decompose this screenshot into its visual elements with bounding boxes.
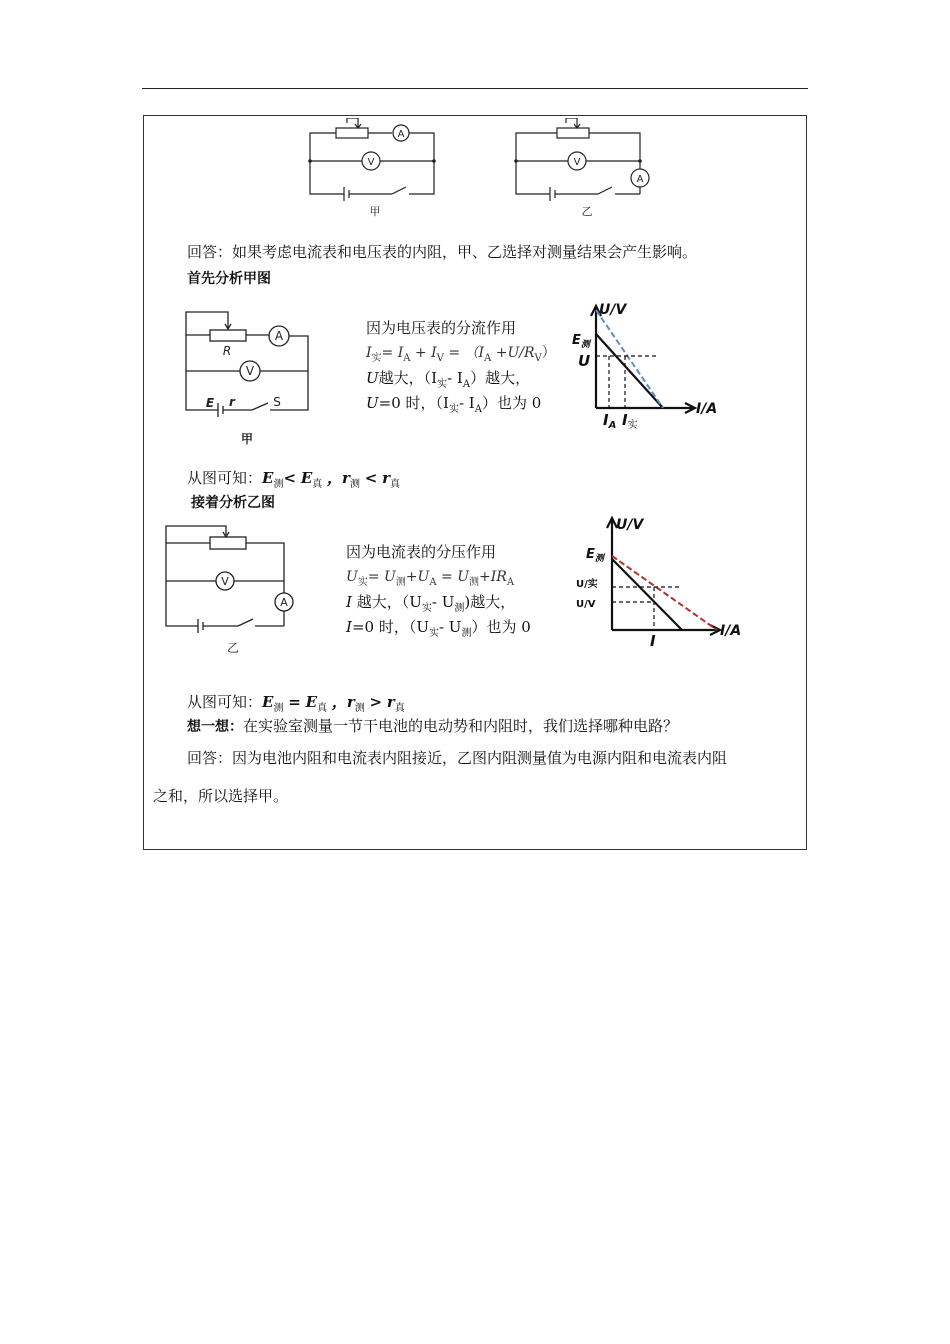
analysis-yi-line4: I=0 时，（$U_实-$ $U_测$）也为 0 [346, 618, 531, 639]
answer-2-line1: 回答：因为电池内阻和电流表内阻接近，乙图内阻测量值为电源内阻和电流表内阻 [187, 749, 728, 767]
graph-jia-ylabel: U/V [599, 302, 627, 318]
circuit-yi-small [515, 118, 649, 201]
top-yi-caption: 乙 [581, 205, 593, 218]
graph-jia-e-label: $E_测$ [572, 333, 590, 350]
graph-jia-ia-label: $I_A$ [603, 411, 617, 431]
circuit-jia-A-label: A [274, 329, 284, 343]
header-rule [142, 88, 808, 89]
analysis-yi-line1: 因为电流表的分压作用 [346, 543, 497, 561]
top-jia-ammeter-label: A [397, 129, 405, 140]
circuit-jia-caption: 甲 [240, 432, 254, 446]
circuit-yi-V-label: V [221, 575, 229, 588]
circuit-yi-figure [160, 522, 300, 657]
graph-yi-measured-line [612, 559, 682, 630]
circuit-yi-A-label: A [280, 596, 288, 609]
graph-jia-true-line [596, 310, 663, 408]
graph-jia [565, 298, 725, 438]
circuit-jia-r-label: r [229, 395, 235, 409]
graph-jia-xlabel: I/A [696, 401, 718, 417]
analysis-jia-line4: U=0 时，（$I_实-$ $I_A$）也为 0 [366, 394, 542, 415]
top-circuits-figure [300, 118, 660, 223]
circuit-jia-R-label: R [222, 344, 232, 358]
top-jia-caption: 甲 [369, 205, 381, 218]
graph-jia-ishi-label: $I_实$ [622, 411, 638, 431]
analysis-yi-line2: $U_实= U_测+U_A = U_测+IR_A$ [346, 569, 515, 588]
circuit-jia-S-label: S [273, 395, 281, 409]
analysis-yi-line3: I 越大，（$U_实-$ $U_测$)越大， [346, 593, 516, 614]
graph-yi-u-label: U/V [576, 599, 596, 610]
circuit-yi-caption: 乙 [226, 641, 240, 655]
graph-jia-u-label: U [578, 352, 591, 370]
graph-yi-ushi-label: U/实 [576, 579, 598, 590]
graph-yi-ylabel: U/V [616, 517, 644, 533]
graph-yi-true-line [612, 556, 717, 630]
answer-1: 回答：如果考虑电流表和电压表的内阻，甲、乙选择对测量结果会产生影响。 [187, 243, 698, 261]
graph-yi-e-label: $E_测$ [586, 547, 604, 564]
graph-yi-i-label: I [650, 632, 656, 650]
graph-jia-measured-line [596, 334, 663, 408]
graph-yi [572, 512, 752, 652]
circuit-jia-V-label: V [245, 364, 255, 378]
circuit-jia-E-label: E [205, 396, 215, 410]
top-yi-ammeter-label: A [636, 174, 644, 185]
conclusion-jia: 从图可知：$E_测< E_真$ ，$r_测 < r_真$ [187, 469, 400, 490]
graph-yi-xlabel: I/A [720, 623, 742, 639]
section-heading-yi: 接着分析乙图 [191, 495, 275, 511]
top-jia-voltmeter-label: V [367, 157, 375, 168]
circuit-jia-figure [180, 308, 320, 448]
answer-2-line2: 之和，所以选择甲。 [153, 787, 289, 805]
analysis-jia-line2: $I_实= I_A + I_V = (I_A +U/R_V)$ [366, 345, 556, 364]
section-heading-jia: 首先分析甲图 [187, 271, 271, 287]
think-question: 想一想：在实验室测量一节干电池的电动势和内阻时，我们选择哪种电路？ [187, 717, 679, 735]
conclusion-yi: 从图可知：$E_测 = E_真$ ，$r_测 > r_真$ [187, 693, 405, 714]
top-yi-voltmeter-label: V [573, 157, 581, 168]
analysis-jia-line1: 因为电压表的分流作用 [366, 319, 517, 337]
analysis-jia-line3: U越大，（$I_实-$ $I_A$）越大， [366, 369, 531, 390]
